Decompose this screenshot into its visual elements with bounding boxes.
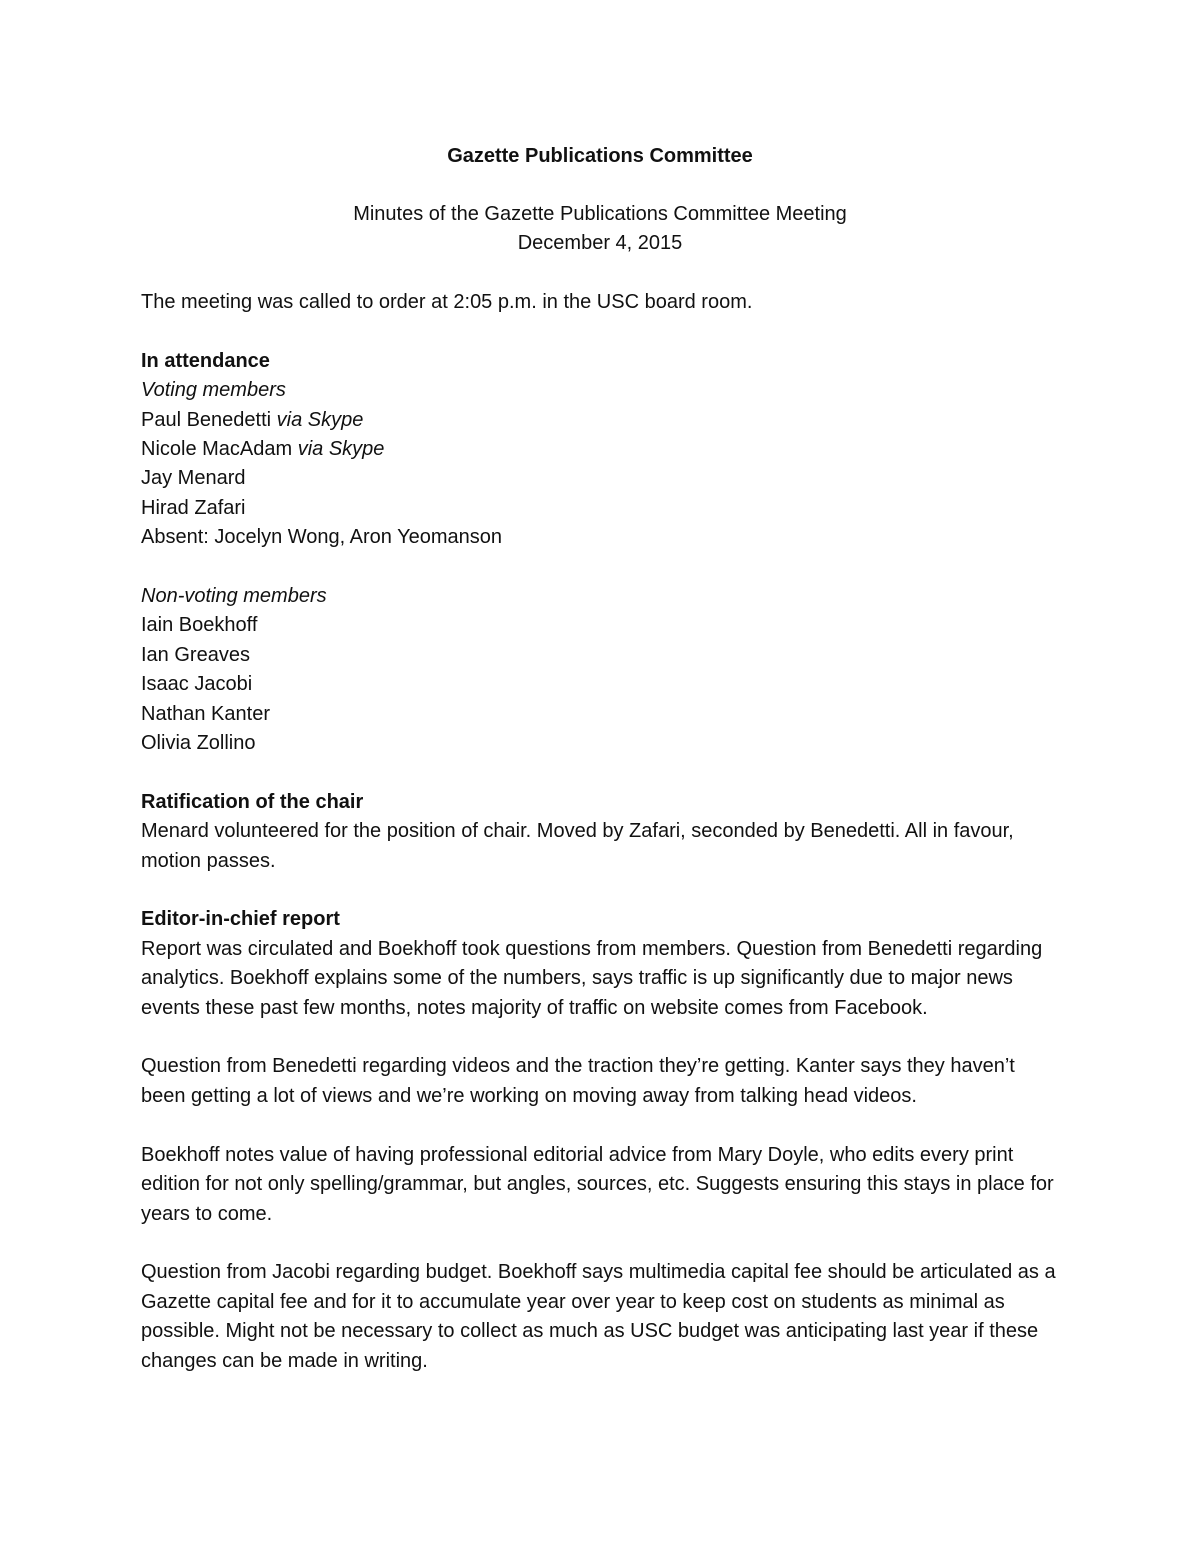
nonvoting-members-label: Non-voting members <box>141 585 327 608</box>
call-to-order: The meeting was called to order at 2:05 p.m. in the USC board room. <box>141 291 753 313</box>
ratification-heading: Ratification of the chair <box>141 790 364 813</box>
ratification-text: Menard volunteered for the position of chair. Moved by Zafari, seconded by Benedetti. All in favour, motion passes. <box>141 820 1014 872</box>
eic-report-paragraph: Boekhoff notes value of having professional editorial advice from Mary Doyle, who edits every print edition for not only spelling/grammar, but angles, sources, etc. Suggests ensuring this stays in place for years to come. <box>141 1143 1054 1225</box>
document-subtitle <box>0 200 1200 259</box>
eic-report-paragraph: Question from Jacobi regarding budget. Boekhoff says multimedia capital fee should be articulated as a Gazette capital fee and for it to accumulate year over year to keep cost on students as minimal as possible. Might not be necessary to collect as much as USC budget was anticipating last year if these changes can be made in writing. <box>141 1261 1056 1372</box>
voting-member: Hirad Zafari <box>141 496 246 519</box>
eic-report-paragraph: Report was circulated and Boekhoff took questions from members. Question from Benedetti regarding analytics. Boekhoff explains some of the numbers, says traffic is up significantly due to major news events these past few months, notes majority of traffic on website comes from Facebook. <box>141 937 1043 1019</box>
document-title: Gazette Publications Committee <box>447 145 753 167</box>
voting-member: Jay Menard <box>141 467 246 490</box>
eic-report-heading: Editor-in-chief report <box>141 908 340 931</box>
nonvoting-member: Iain Boekhoff <box>141 614 258 637</box>
absent-members: Absent: Jocelyn Wong, Aron Yeomanson <box>141 526 502 549</box>
voting-member: Nicole MacAdam via Skype <box>141 438 385 461</box>
nonvoting-member: Ian Greaves <box>141 643 250 666</box>
minutes-heading: Minutes of the Gazette Publications Committee Meeting <box>353 203 847 225</box>
attendance-heading: In attendance <box>141 349 270 372</box>
voting-members-label: Voting members <box>141 379 286 402</box>
nonvoting-member: Olivia Zollino <box>141 732 256 755</box>
meeting-date: December 4, 2015 <box>517 232 683 255</box>
nonvoting-member: Nathan Kanter <box>141 702 270 725</box>
eic-report-paragraph: Question from Benedetti regarding videos and the traction they’re getting. Kanter says they haven’t been getting a lot of views and we’re working on moving away from talking head videos. <box>141 1055 1015 1107</box>
voting-member: Paul Benedetti via Skype <box>141 408 364 431</box>
document-body <box>141 288 1061 1376</box>
nonvoting-member: Isaac Jacobi <box>141 673 253 696</box>
